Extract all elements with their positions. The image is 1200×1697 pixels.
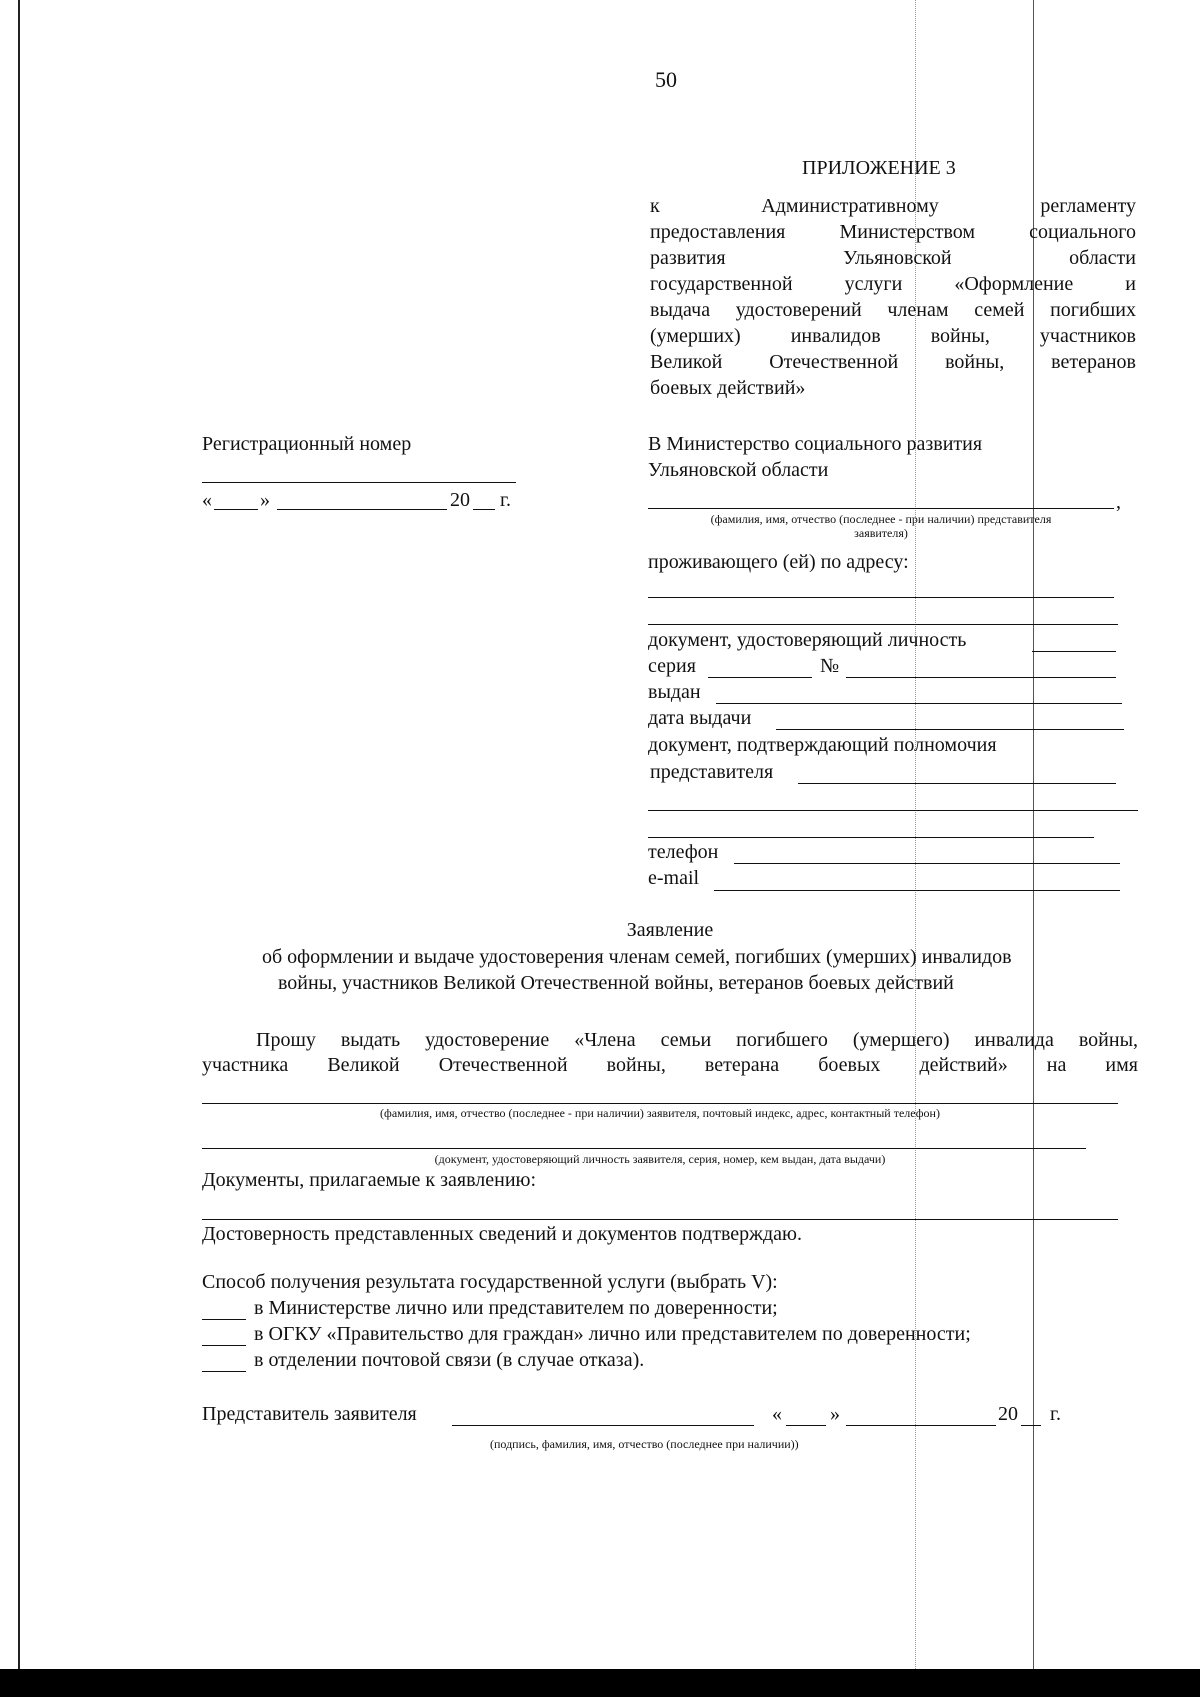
id-doc-label: документ, удостоверяющий личность	[648, 629, 967, 651]
sign-date-open: «	[772, 1403, 782, 1425]
statement-subtitle-line1: об оформлении и выдаче удостоверения членам семей, погибших (умерших) инвалидов	[262, 946, 1012, 968]
request-line2	[202, 1053, 1138, 1077]
registration-year-line[interactable]	[473, 509, 495, 510]
address-line[interactable]	[648, 624, 1118, 625]
appendix-line: развития Ульяновской области	[650, 247, 1136, 269]
id-doc-line[interactable]	[1032, 651, 1116, 652]
sign-date-close: »	[830, 1403, 840, 1425]
option-ministry: в Министерстве лично или представителем по доверенности;	[254, 1297, 778, 1319]
signature-line[interactable]	[452, 1425, 754, 1426]
registration-number-line[interactable]	[202, 482, 516, 483]
registration-date-close: »	[260, 489, 270, 511]
option-checkbox[interactable]	[202, 1345, 246, 1346]
number-line[interactable]	[846, 677, 1116, 678]
addressee-to-line2: Ульяновской области	[648, 459, 829, 481]
email-label: e-mail	[648, 867, 700, 889]
address-label: проживающего (ей) по адресу:	[648, 551, 909, 573]
appendix-line: к Административному регламенту	[650, 195, 1136, 217]
attached-docs-label: Документы, прилагаемые к заявлению:	[202, 1169, 537, 1191]
scan-left-edge	[18, 0, 20, 1670]
appendix-line: выдача удостоверений членам семей погибших	[650, 299, 1136, 321]
series-line[interactable]	[708, 677, 812, 678]
registration-year-suffix: г.	[500, 489, 511, 511]
registration-year: 20	[450, 489, 470, 511]
fio-hint-line: заявителя)	[854, 526, 908, 540]
address-line[interactable]	[648, 597, 1114, 598]
applicant-doc-line[interactable]	[202, 1148, 1086, 1149]
page-number: 50	[655, 67, 677, 92]
number-label: №	[820, 655, 840, 677]
option-checkbox[interactable]	[202, 1371, 246, 1372]
option-checkbox[interactable]	[202, 1319, 246, 1320]
option-ogku: в ОГКУ «Правительство для граждан» лично или представителем по доверенности;	[254, 1323, 971, 1345]
series-label: серия	[648, 655, 696, 677]
registration-month-line[interactable]	[277, 509, 447, 510]
sign-month-line[interactable]	[846, 1425, 996, 1426]
authority-doc-line[interactable]	[648, 810, 1138, 811]
authority-doc-line[interactable]	[648, 837, 1094, 838]
confirm-text: Достоверность представленных сведений и документов подтверждаю.	[202, 1223, 802, 1245]
authority-doc-label: документ, подтверждающий полномочия	[648, 734, 997, 756]
appendix-line: (умерших) инвалидов войны, участников	[650, 325, 1136, 347]
sign-day-line[interactable]	[786, 1425, 826, 1426]
request-text: участника Великой Отечественной войны, ветерана боевых действий» на имя	[202, 1054, 1138, 1076]
representative-label: представителя	[650, 761, 774, 783]
appendix-line: предоставления Министерством социального	[650, 221, 1136, 243]
applicant-hint: (фамилия, имя, отчество (последнее - при наличии) заявителя, почтовый индекс, адрес, контактный телефон)	[380, 1106, 940, 1120]
appendix-text	[650, 194, 1136, 400]
addressee-to-line1: В Министерство социального развития	[648, 433, 983, 455]
attached-docs-line[interactable]	[202, 1219, 1118, 1220]
option-post: в отделении почтовой связи (в случае отказа).	[254, 1349, 645, 1371]
sign-year: 20	[998, 1403, 1018, 1425]
method-label: Способ получения результата государственной услуги (выбрать V):	[202, 1271, 778, 1293]
issue-date-label: дата выдачи	[648, 707, 752, 729]
request-line1	[256, 1028, 1138, 1052]
registration-day-line[interactable]	[214, 509, 258, 510]
signer-label: Представитель заявителя	[202, 1403, 417, 1425]
signature-hint: (подпись, фамилия, имя, отчество (последнее при наличии))	[490, 1437, 799, 1451]
appendix-line: государственной услуги «Оформление и	[650, 273, 1136, 295]
statement-title: Заявление	[626, 919, 714, 941]
statement-subtitle-line2: войны, участников Великой Отечественной войны, ветеранов боевых действий	[278, 972, 954, 994]
email-line[interactable]	[714, 890, 1120, 891]
appendix-line: Великой Отечественной войны, ветеранов	[650, 351, 1136, 373]
phone-label: телефон	[648, 841, 719, 863]
issue-date-line[interactable]	[776, 729, 1124, 730]
issued-label: выдан	[648, 681, 701, 703]
fio-hint-line: (фамилия, имя, отчество (последнее - при наличии) представителя	[710, 512, 1052, 526]
fio-comma: ,	[1116, 491, 1121, 513]
representative-fio-line[interactable]	[648, 508, 1114, 509]
appendix-title: ПРИЛОЖЕНИЕ 3	[802, 157, 956, 179]
sign-year-line[interactable]	[1021, 1425, 1041, 1426]
fio-hint	[648, 512, 1114, 540]
applicant-doc-hint: (документ, удостоверяющий личность заявителя, серия, номер, кем выдан, дата выдачи)	[434, 1152, 886, 1166]
issued-line[interactable]	[716, 703, 1122, 704]
scan-bottom-border	[0, 1669, 1200, 1697]
phone-line[interactable]	[734, 863, 1120, 864]
registration-label: Регистрационный номер	[202, 433, 412, 455]
request-text: Прошу выдать удостоверение «Члена семьи погибшего (умершего) инвалида войны,	[256, 1029, 1138, 1051]
applicant-line[interactable]	[202, 1103, 1118, 1104]
sign-year-suffix: г.	[1050, 1403, 1061, 1425]
authority-doc-line[interactable]	[798, 783, 1116, 784]
appendix-line: боевых действий»	[650, 377, 806, 399]
registration-date-open: «	[202, 489, 212, 511]
